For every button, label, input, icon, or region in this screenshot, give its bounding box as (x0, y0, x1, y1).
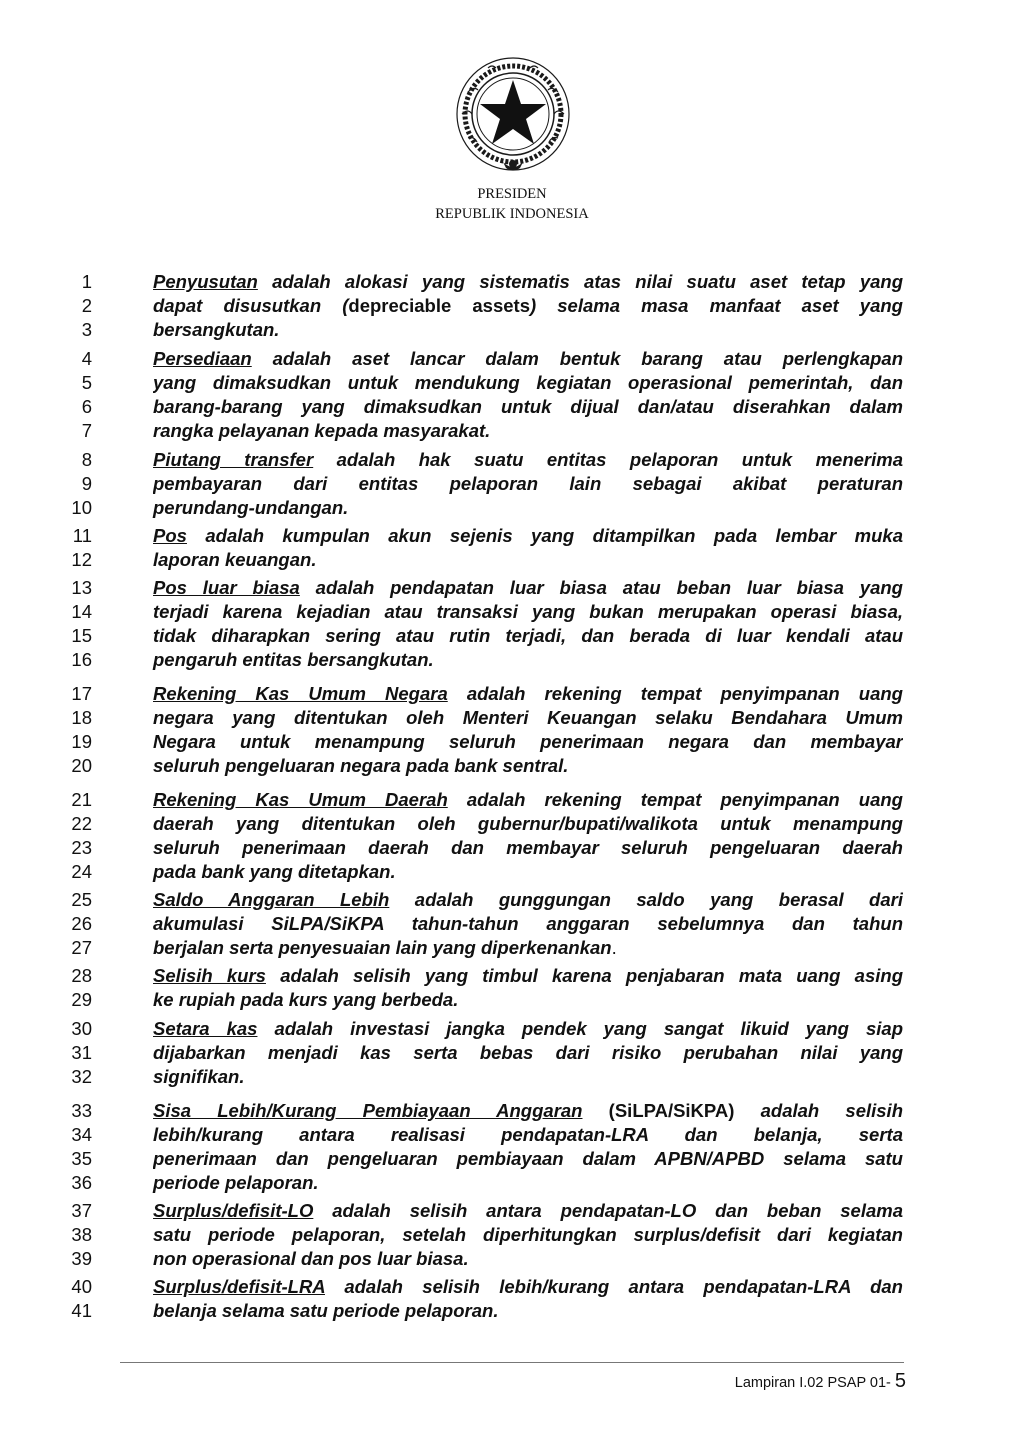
line-text: bersangkutan. (153, 319, 280, 340)
line-text: yang dimaksudkan untuk mendukung kegiatan operasional pemerintah, dan (153, 372, 903, 393)
line-number: 27 (71, 937, 92, 958)
line-number: 33 (71, 1100, 92, 1121)
line-text: dijabarkan menjadi kas serta bebas dari risiko perubahan nilai yang (153, 1042, 903, 1063)
text-line (0, 1199, 1024, 1223)
line-text: seluruh pengeluaran negara pada bank sentral. (153, 755, 569, 776)
header-republik-indonesia: REPUBLIK INDONESIA (435, 206, 589, 222)
page-footer (735, 1370, 906, 1393)
text-line (0, 576, 1024, 600)
line-text: Persediaan adalah aset lancar dalam bentuk barang atau perlengkapan (153, 348, 903, 369)
line-text: rangka pelayanan kepada masyarakat. (153, 420, 491, 441)
line-number: 12 (71, 549, 92, 570)
text-line (0, 270, 1024, 294)
text-line (0, 1223, 1024, 1247)
line-number: 11 (72, 525, 92, 546)
defined-term: Selisih kurs (153, 965, 266, 986)
defined-term: Pos luar biasa (153, 577, 300, 598)
text-line (0, 294, 1024, 318)
line-text: non operasional dan pos luar biasa. (153, 1248, 469, 1269)
text-line (0, 496, 1024, 520)
line-text: ke rupiah pada kurs yang berbeda. (153, 989, 459, 1010)
line-text: Surplus/defisit-LRA adalah selisih lebih/kurang antara pendapatan-LRA dan (153, 1276, 903, 1297)
line-text: signifikan. (153, 1066, 245, 1087)
line-number: 15 (71, 625, 92, 646)
line-number: 35 (71, 1148, 92, 1169)
text-line (0, 964, 1024, 988)
text-line (0, 419, 1024, 443)
line-text: Setara kas adalah investasi jangka pendek yang sangat likuid yang siap (153, 1018, 903, 1039)
defined-term: Rekening Kas Umum Daerah (153, 789, 448, 810)
text-line (0, 706, 1024, 730)
line-text: perundang-undangan. (153, 497, 349, 518)
text-line (0, 1171, 1024, 1195)
line-number: 9 (81, 473, 92, 494)
defined-term: Surplus/defisit-LRA (153, 1276, 325, 1297)
defined-term: Sisa Lebih/Kurang Pembiayaan Anggaran (153, 1100, 583, 1121)
defined-term: Surplus/defisit-LO (153, 1200, 314, 1221)
line-number: 38 (71, 1224, 92, 1245)
defined-term: Piutang transfer (153, 449, 314, 470)
line-number: 39 (71, 1248, 92, 1269)
line-text: satu periode pelaporan, setelah diperhitungkan surplus/defisit dari kegiatan (153, 1224, 903, 1245)
footer-label: Lampiran I.02 PSAP 01- (734, 1375, 891, 1391)
line-number: 3 (81, 319, 92, 340)
line-text: Piutang transfer adalah hak suatu entitas pelaporan untuk menerima (153, 449, 903, 470)
line-text: Rekening Kas Umum Daerah adalah rekening tempat penyimpanan uang (153, 789, 903, 810)
line-number: 18 (71, 707, 92, 728)
line-number: 29 (71, 989, 92, 1010)
line-number: 21 (71, 789, 92, 810)
line-number: 22 (71, 813, 92, 834)
text-line (0, 788, 1024, 812)
text-line (0, 682, 1024, 706)
defined-term: Rekening Kas Umum Negara (153, 683, 448, 704)
line-text: Rekening Kas Umum Negara adalah rekening tempat penyimpanan uang (153, 683, 903, 704)
line-text: barang-barang yang dimaksudkan untuk dijual dan/atau diserahkan dalam (153, 396, 903, 417)
header-presiden: PRESIDEN (477, 186, 547, 202)
line-number: 7 (81, 420, 92, 441)
text-line (0, 888, 1024, 912)
line-number: 23 (71, 837, 92, 858)
line-text: Penyusutan adalah alokasi yang sistematis atas nilai suatu aset tetap yang (153, 271, 903, 292)
text-line (0, 448, 1024, 472)
line-number: 26 (71, 913, 92, 934)
text-line (0, 836, 1024, 860)
text-line (0, 1275, 1024, 1299)
line-number: 37 (71, 1200, 92, 1221)
text-line (0, 371, 1024, 395)
presidential-emblem-icon (448, 52, 578, 182)
text-line (0, 318, 1024, 342)
line-text: lebih/kurang antara realisasi pendapatan-LRA dan belanja, serta (153, 1124, 903, 1145)
page-number: 5 (894, 1370, 906, 1392)
text-line (0, 600, 1024, 624)
line-number: 6 (81, 396, 92, 417)
line-text: pengaruh entitas bersangkutan. (153, 649, 434, 670)
text-line (0, 1147, 1024, 1171)
text-line (0, 1099, 1024, 1123)
line-text: seluruh penerimaan daerah dan membayar seluruh pengeluaran daerah (153, 837, 903, 858)
text-line (0, 1247, 1024, 1271)
line-text: pembayaran dari entitas pelaporan lain sebagai akibat peraturan (153, 473, 903, 494)
line-number: 41 (71, 1300, 92, 1321)
text-line (0, 648, 1024, 672)
text-line (0, 988, 1024, 1012)
line-number: 25 (71, 889, 92, 910)
line-text: Negara untuk menampung seluruh penerimaan negara dan membayar (153, 731, 903, 752)
line-text: berjalan serta penyesuaian lain yang diperkenankan. (153, 937, 617, 958)
line-number: 20 (71, 755, 92, 776)
line-text: terjadi karena kejadian atau transaksi yang bukan merupakan operasi biasa, (153, 601, 903, 622)
line-number: 19 (71, 731, 92, 752)
line-number: 40 (71, 1276, 92, 1297)
line-number: 1 (81, 271, 92, 292)
line-text: Selisih kurs adalah selisih yang timbul karena penjabaran mata uang asing (153, 965, 903, 986)
line-number: 13 (71, 577, 92, 598)
line-text: Saldo Anggaran Lebih adalah gunggungan saldo yang berasal dari (153, 889, 903, 910)
text-line (0, 1041, 1024, 1065)
line-number: 32 (71, 1066, 92, 1087)
line-number: 14 (71, 601, 92, 622)
line-number: 2 (81, 295, 92, 316)
defined-term: Saldo Anggaran Lebih (153, 889, 390, 910)
line-number: 30 (71, 1018, 92, 1039)
text-line (0, 754, 1024, 778)
line-text: laporan keuangan. (153, 549, 317, 570)
footer-divider (120, 1362, 904, 1363)
text-line (0, 624, 1024, 648)
line-number: 31 (71, 1042, 92, 1063)
line-text: daerah yang ditentukan oleh gubernur/bupati/walikota untuk menampung (153, 813, 903, 834)
defined-term: Persediaan (153, 348, 252, 369)
text-line (0, 472, 1024, 496)
line-number: 24 (71, 861, 92, 882)
line-text: dapat disusutkan (depreciable assets) selama masa manfaat aset yang (153, 295, 903, 316)
line-number: 17 (71, 683, 92, 704)
line-number: 36 (71, 1172, 92, 1193)
line-text: belanja selama satu periode pelaporan. (153, 1300, 499, 1321)
foreign-term: depreciable assets (348, 295, 530, 316)
line-number: 5 (81, 372, 92, 393)
line-text: periode pelaporan. (153, 1172, 319, 1193)
text-line (0, 860, 1024, 884)
line-text: Surplus/defisit-LO adalah selisih antara pendapatan-LO dan beban selama (153, 1200, 903, 1221)
text-line (0, 912, 1024, 936)
line-text: penerimaan dan pengeluaran pembiayaan dalam APBN/APBD selama satu (153, 1148, 903, 1169)
defined-term: Setara kas (153, 1018, 258, 1039)
text-line (0, 548, 1024, 572)
line-number: 16 (71, 649, 92, 670)
line-number: 10 (71, 497, 92, 518)
text-line (0, 1123, 1024, 1147)
line-number: 28 (71, 965, 92, 986)
defined-term: Pos (153, 525, 187, 546)
text-line (0, 812, 1024, 836)
line-text: Pos adalah kumpulan akun sejenis yang ditampilkan pada lembar muka (153, 525, 903, 546)
line-text: negara yang ditentukan oleh Menteri Keuangan selaku Bendahara Umum (153, 707, 903, 728)
text-line (0, 1017, 1024, 1041)
text-line (0, 1299, 1024, 1323)
defined-term: Penyusutan (153, 271, 258, 292)
text-line (0, 524, 1024, 548)
line-number: 4 (81, 348, 92, 369)
text-line (0, 395, 1024, 419)
text-line (0, 730, 1024, 754)
text-line (0, 936, 1024, 960)
line-number: 8 (81, 449, 92, 470)
line-text: pada bank yang ditetapkan. (153, 861, 396, 882)
line-text: akumulasi SiLPA/SiKPA tahun-tahun anggaran sebelumnya dan tahun (153, 913, 903, 934)
text-line (0, 347, 1024, 371)
line-text: Sisa Lebih/Kurang Pembiayaan Anggaran (SiLPA/SiKPA) adalah selisih (153, 1100, 903, 1121)
text-line (0, 1065, 1024, 1089)
line-number: 34 (71, 1124, 92, 1145)
line-text: tidak diharapkan sering atau rutin terjadi, dan berada di luar kendali atau (153, 625, 903, 646)
line-text: Pos luar biasa adalah pendapatan luar biasa atau beban luar biasa yang (153, 577, 903, 598)
